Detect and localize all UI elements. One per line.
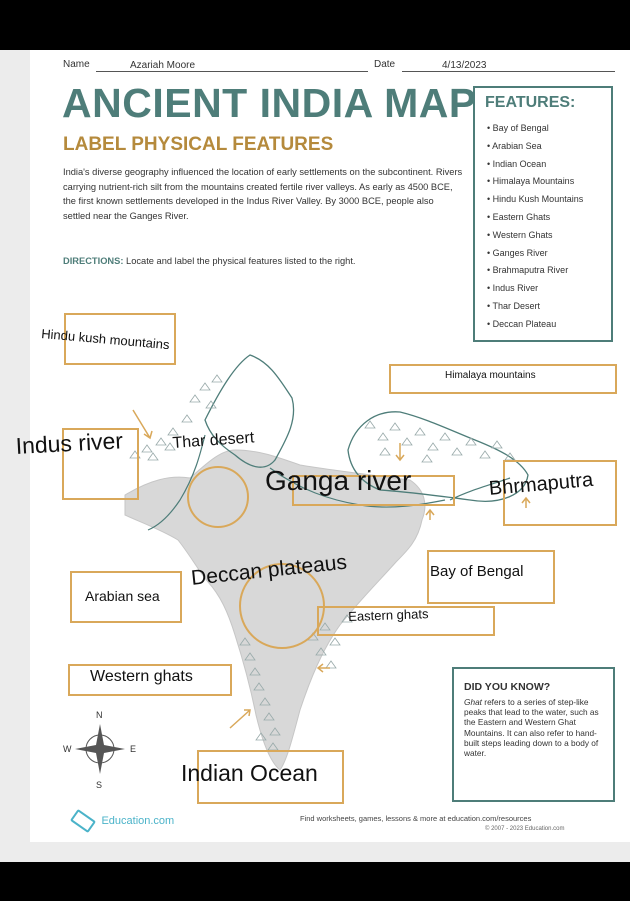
feature-item: • Thar Desert — [487, 298, 583, 316]
date-line — [402, 71, 615, 72]
arabian-text: Arabian sea — [85, 588, 160, 604]
hindu-kush-text: Hindu kush mountains — [40, 326, 171, 353]
compass-e: E — [130, 744, 137, 754]
directions-label: DIRECTIONS: — [63, 256, 124, 266]
ganga-arrow — [426, 510, 434, 520]
mountain-icon — [390, 423, 400, 430]
mountain-icon — [326, 661, 336, 668]
mountain-icon — [492, 441, 502, 448]
directions-text: Locate and label the physical features listed to the right. — [126, 256, 356, 266]
feature-item: • Indian Ocean — [487, 156, 583, 174]
bottom-black-bar — [0, 862, 630, 901]
feature-item: • Himalaya Mountains — [487, 173, 583, 191]
mountain-icon — [452, 448, 462, 455]
brahmaputra-text: Bhrmaputra — [488, 468, 595, 500]
name-value: Azariah Moore — [130, 60, 196, 71]
indus-text: Indus river — [15, 427, 124, 459]
mountain-icon — [378, 433, 388, 440]
mountain-icon — [142, 445, 152, 452]
mountain-icon — [182, 415, 192, 422]
did-you-know-body: refers to a series of step-like peaks that lead to the water, such as the Eastern and Western Ghat Mountains. It can also refer to hand-built steps leading down to a body of water. — [464, 697, 599, 759]
feature-item: • Bay of Bengal — [487, 120, 583, 138]
himalaya-arrow — [396, 443, 404, 460]
feature-item: • Deccan Plateau — [487, 316, 583, 334]
mountain-icon — [415, 428, 425, 435]
mountain-icon — [402, 438, 412, 445]
feature-item: • Eastern Ghats — [487, 209, 583, 227]
features-title: FEATURES: — [485, 94, 576, 111]
ganga-text: Ganga river — [265, 465, 412, 496]
directions — [63, 256, 483, 266]
date-label: Date — [374, 59, 396, 70]
footer-tagline: Find worksheets, games, lessons & more at education.com/resources — [300, 814, 532, 823]
feature-item: • Western Ghats — [487, 227, 583, 245]
date-value: 4/13/2023 — [442, 60, 487, 71]
feature-item: • Ganges River — [487, 245, 583, 263]
bay-text: Bay of Bengal — [430, 563, 524, 580]
pencil-logo-icon — [70, 809, 96, 833]
mountain-icon — [156, 438, 166, 445]
compass-rose-icon — [50, 702, 150, 802]
intro-paragraph: India's diverse geography influenced the location of early settlements on the subcontinent. Rivers carrying nutrient-rich silt from the mountains created fertile river valleys. As early as 4500 BCE, the first known settlements developed in the Indus River Valley. By 3000 BCE, people also settled near the Ganges River. — [63, 167, 463, 221]
mountain-icon — [190, 395, 200, 402]
eastern-text: Eastern ghats — [348, 606, 429, 624]
name-label: Name — [63, 59, 90, 70]
western-ghats-arrow — [230, 710, 250, 728]
page-subtitle: LABEL PHYSICAL FEATURES — [63, 134, 334, 155]
compass-s: S — [96, 780, 103, 790]
mountain-icon — [480, 451, 490, 458]
mountain-icon — [380, 448, 390, 455]
top-black-bar — [0, 0, 630, 50]
compass-w: W — [63, 744, 72, 754]
western-text: Western ghats — [90, 668, 193, 685]
worksheet-page — [15, 50, 630, 842]
northern-region-outline — [205, 355, 294, 467]
mountain-icon — [212, 375, 222, 382]
feature-item: • Brahmaputra River — [487, 262, 583, 280]
name-line — [96, 71, 368, 72]
did-you-know-text — [464, 697, 604, 758]
mountain-icon — [330, 638, 340, 645]
mountain-icon — [440, 433, 450, 440]
did-you-know-term: Ghat — [464, 697, 482, 707]
logo-text: Education.com — [101, 814, 175, 827]
page-title: ANCIENT INDIA MAP — [62, 80, 477, 126]
feature-item: • Hindu Kush Mountains — [487, 191, 583, 209]
thar-text: Thar desert — [172, 429, 255, 452]
feature-item: • Arabian Sea — [487, 138, 583, 156]
mountain-icon — [200, 383, 210, 390]
education-logo[interactable] — [72, 812, 174, 830]
deccan-text: Deccan plateaus — [190, 550, 348, 590]
ocean-text: Indian Ocean — [181, 760, 318, 786]
footer-copyright: © 2007 - 2023 Education.com — [485, 826, 565, 832]
mountain-icon — [422, 455, 432, 462]
mountain-icon — [428, 443, 438, 450]
did-you-know-title: DID YOU KNOW? — [464, 681, 551, 693]
compass-n: N — [96, 710, 103, 720]
did-you-know-box — [452, 667, 615, 802]
feature-item: • Indus River — [487, 280, 583, 298]
mountain-icon — [148, 453, 158, 460]
himalaya-text: Himalaya mountains — [445, 370, 536, 381]
